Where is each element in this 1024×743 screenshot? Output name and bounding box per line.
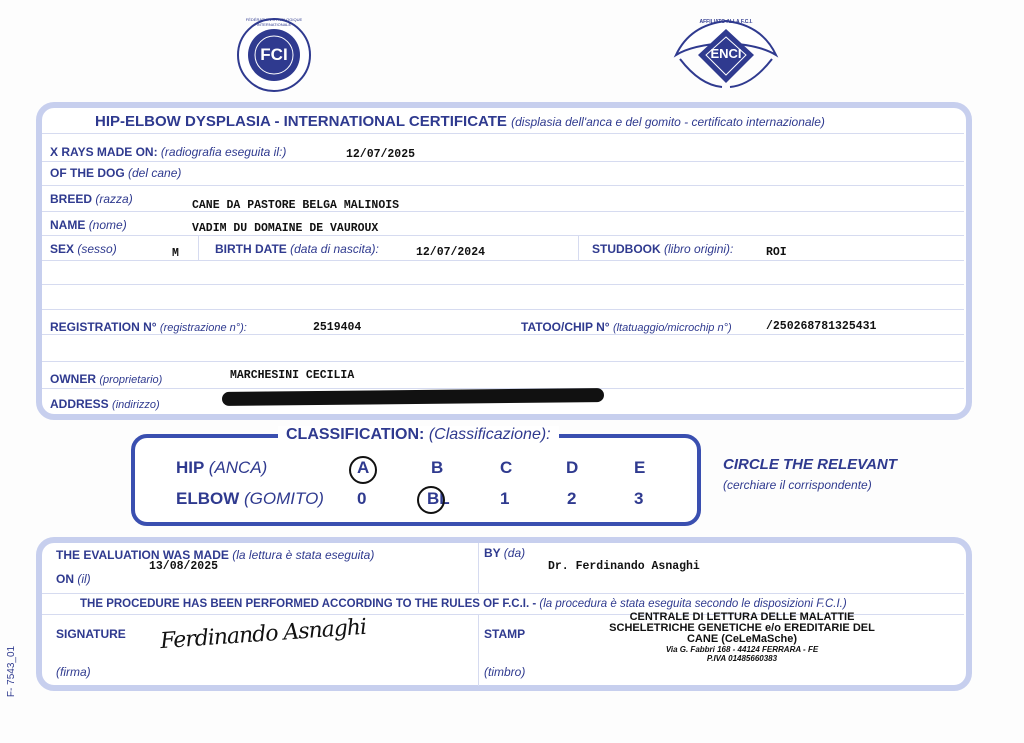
elbow-label: ELBOW (GOMITO) — [176, 489, 324, 508]
birth-label: BIRTH DATE (data di nascita): — [215, 242, 379, 256]
hip-grade-d: D — [566, 458, 579, 477]
enci-ring-text: AFFILIATO ALLA F.C.I. — [699, 19, 753, 25]
enci-logo-text: ENCI — [710, 46, 742, 61]
hip-grade-circle — [349, 456, 377, 484]
classification-box — [131, 434, 701, 526]
signature-label-it: (firma) — [56, 665, 91, 679]
stamp-label: STAMP — [484, 627, 526, 641]
signature-label: SIGNATURE — [56, 627, 126, 641]
evaluation-by-value: Dr. Ferdinando Asnaghi — [548, 560, 700, 573]
dog-label: OF THE DOG (del cane) — [50, 166, 182, 180]
classification-title: CLASSIFICATION: (Classificazione): — [278, 426, 559, 444]
fci-ring-text: FÉDÉRATION CYNOLOGIQUE INTERNATIONALE — [245, 17, 303, 27]
name-value: VADIM DU DOMAINE DE VAUROUX — [192, 222, 379, 235]
enci-logo — [670, 15, 782, 93]
breed-label: BREED (razza) — [50, 192, 133, 206]
birth-value: 12/07/2024 — [416, 246, 486, 259]
name-label: NAME (nome) — [50, 218, 127, 232]
signature: Ferdinando Asnaghi — [159, 614, 367, 655]
elbow-grade-0: 0 — [357, 489, 367, 508]
xrays-value: 12/07/2025 — [346, 148, 416, 161]
elbow-grade-2: 2 — [567, 489, 577, 508]
fci-logo — [233, 17, 315, 93]
evaluation-date: 13/08/2025 — [149, 560, 219, 573]
studbook-value: ROI — [766, 246, 787, 259]
form-code: F- 7543_01 — [6, 645, 18, 698]
address-label: ADDRESS (indirizzo) — [50, 397, 160, 411]
breed-value: CANE DA PASTORE BELGA MALINOIS — [192, 199, 400, 212]
fci-logo-text: FCI — [260, 45, 288, 64]
procedure-text: THE PROCEDURE HAS BEEN PERFORMED ACCORDING TO THE RULES OF F.C.I. - (la procedura è stata eseguita secondo le disposizioni F.C.I.) — [80, 598, 847, 610]
elbow-grade-1: 1 — [500, 489, 510, 508]
hip-grade-e: E — [634, 458, 646, 477]
registration-label: REGISTRATION N° (registrazione n°): — [50, 320, 247, 334]
evaluation-made-label: THE EVALUATION WAS MADE (la lettura è stata eseguita) — [56, 548, 375, 562]
sex-label: SEX (sesso) — [50, 242, 117, 256]
owner-label: OWNER (proprietario) — [50, 372, 163, 386]
elbow-grade-bl: BL — [427, 489, 450, 508]
studbook-label: STUDBOOK (libro origini): — [592, 242, 734, 256]
evaluation-by-label: BY (da) — [484, 546, 526, 560]
circle-note: CIRCLE THE RELEVANT — [723, 456, 897, 473]
evaluation-on-label: ON (il) — [56, 572, 91, 586]
xrays-label: X RAYS MADE ON: (radiografia eseguita il:) — [50, 145, 287, 159]
stamp: CENTRALE DI LETTURA DELLE MALATTIE SCHELETRICHE GENETICHE e/o EREDITARIE DEL CANE (CeLeMaSche) Via G. Fabbri 168 - 44124 FERRARA - FE P.IVA 01485660383 — [609, 611, 875, 663]
certificate-title: HIP-ELBOW DYSPLASIA - INTERNATIONAL CERTIFICATE (displasia dell'anca e del gomito - certificato internazionale) — [95, 113, 825, 130]
owner-value: MARCHESINI CECILIA — [230, 369, 355, 382]
elbow-grade-3: 3 — [634, 489, 644, 508]
sex-value: M — [172, 247, 179, 260]
chip-value: /250268781325431 — [766, 320, 877, 333]
elbow-grade-circle — [417, 486, 445, 514]
hip-label: HIP (ANCA) — [176, 458, 268, 477]
stamp-label-it: (timbro) — [484, 665, 526, 679]
chip-label: TATOO/CHIP N° (ltatuaggio/microchip n°) — [521, 320, 732, 334]
hip-grade-b: B — [431, 458, 444, 477]
circle-note-it: (cerchiare il corrispondente) — [723, 478, 872, 492]
hip-grade-c: C — [500, 458, 513, 477]
hip-grade-a: A — [357, 458, 370, 477]
registration-value: 2519404 — [313, 321, 362, 334]
